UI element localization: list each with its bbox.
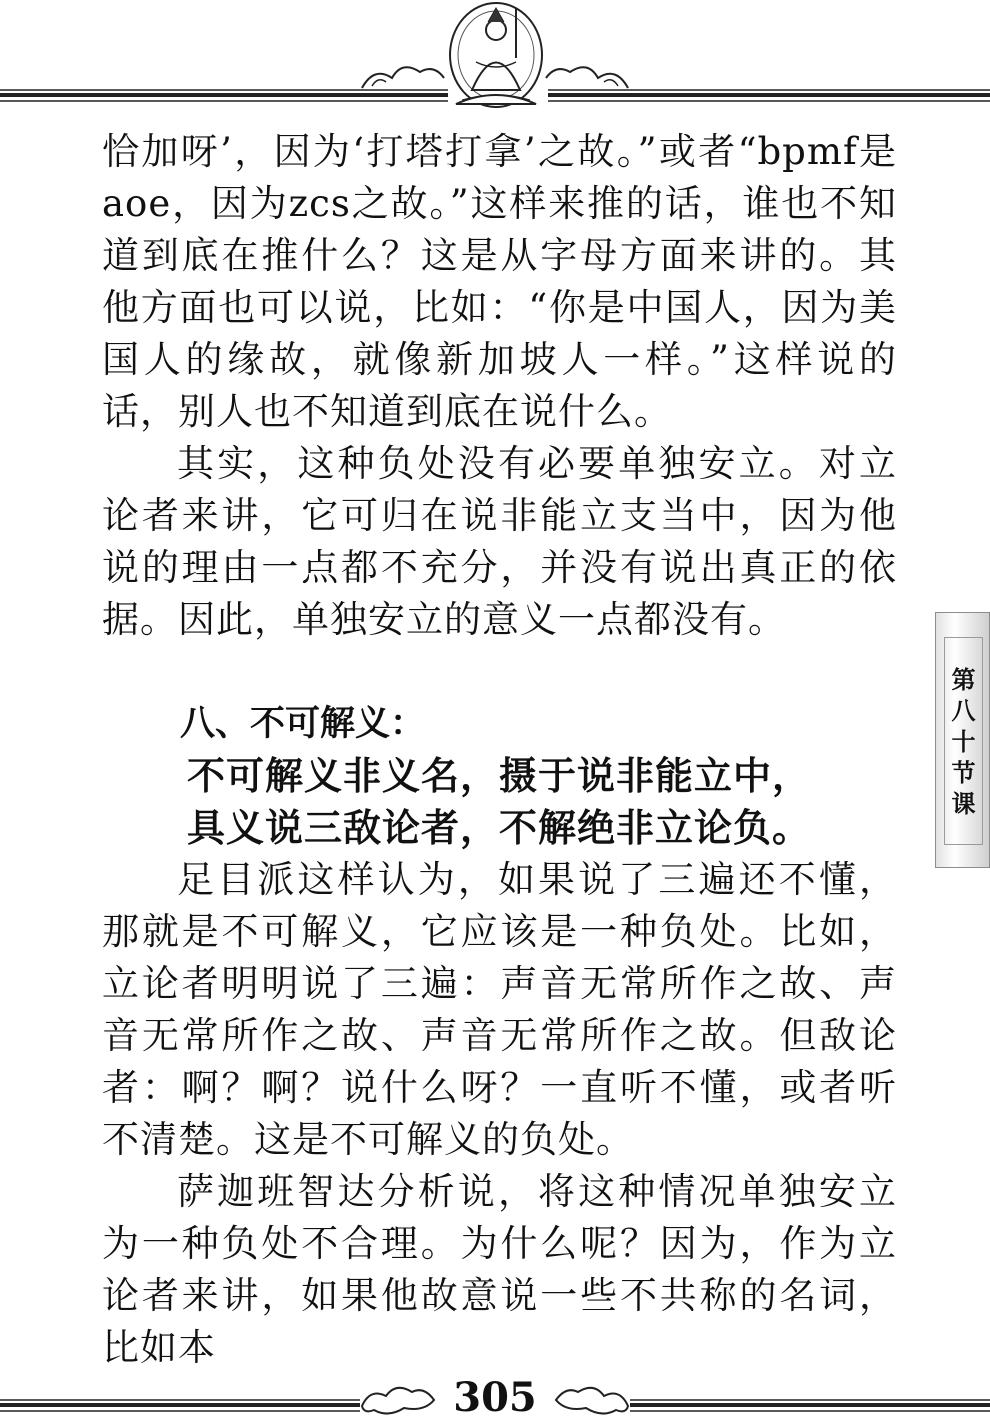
verse-line-1: 不可解义非义名，摄于说非能立中，	[187, 754, 812, 798]
paragraph-3: 足目派这样认为，如果说了三遍还不懂，那就是不可解义，它应该是一种负处。比如，立论者明明说了三遍：声音无常所作之故、声音无常所作之故、声音无常所作之故。但敌论者：啊？啊？说什么呀？一直听不懂，或者听不清楚。这是不可解义的负处。	[102, 858, 897, 1161]
chapter-side-tab-label	[944, 637, 983, 845]
side-tab-char: 第	[951, 664, 976, 694]
side-tab-char: 节	[951, 757, 976, 787]
section-heading: 八、不可解义：	[180, 703, 426, 744]
header-ornament	[0, 0, 990, 115]
paragraph-2: 其实，这种负处没有必要单独安立。对立论者来讲，它可归在说非能立支当中，因为他说的理由一点都不充分，并没有说出真正的依据。因此，单独安立的意义一点都没有。	[102, 442, 897, 641]
deity-figure-icon	[450, 3, 542, 107]
side-tab-char: 八	[951, 695, 976, 725]
side-tab-char: 十	[951, 726, 976, 756]
page-body	[102, 126, 897, 1374]
page-header	[0, 0, 990, 115]
verse-line-2: 具义说三敌论者，不解绝非立论负。	[187, 806, 812, 850]
side-tab-char: 课	[951, 788, 976, 818]
paragraph-4: 萨迦班智达分析说，将这种情况单独安立为一种负处不合理。为什么呢？因为，作为立论者来讲，如果他故意说一些不共称的名词，比如本	[102, 1170, 897, 1369]
paragraph-1: 恰加呀’，因为‘打塔打拿’之故。”或者“bpmf是aoe，因为zcs之故。”这样来推的话，谁也不知道到底在推什么？这是从字母方面来讲的。其他方面也可以说，比如：“你是中国人，因为美国人的缘故，就像新加坡人一样。”这样说的话，别人也不知道到底在说什么。	[102, 130, 897, 433]
chapter-side-tab	[935, 612, 990, 868]
page-number: 305	[453, 1374, 537, 1421]
